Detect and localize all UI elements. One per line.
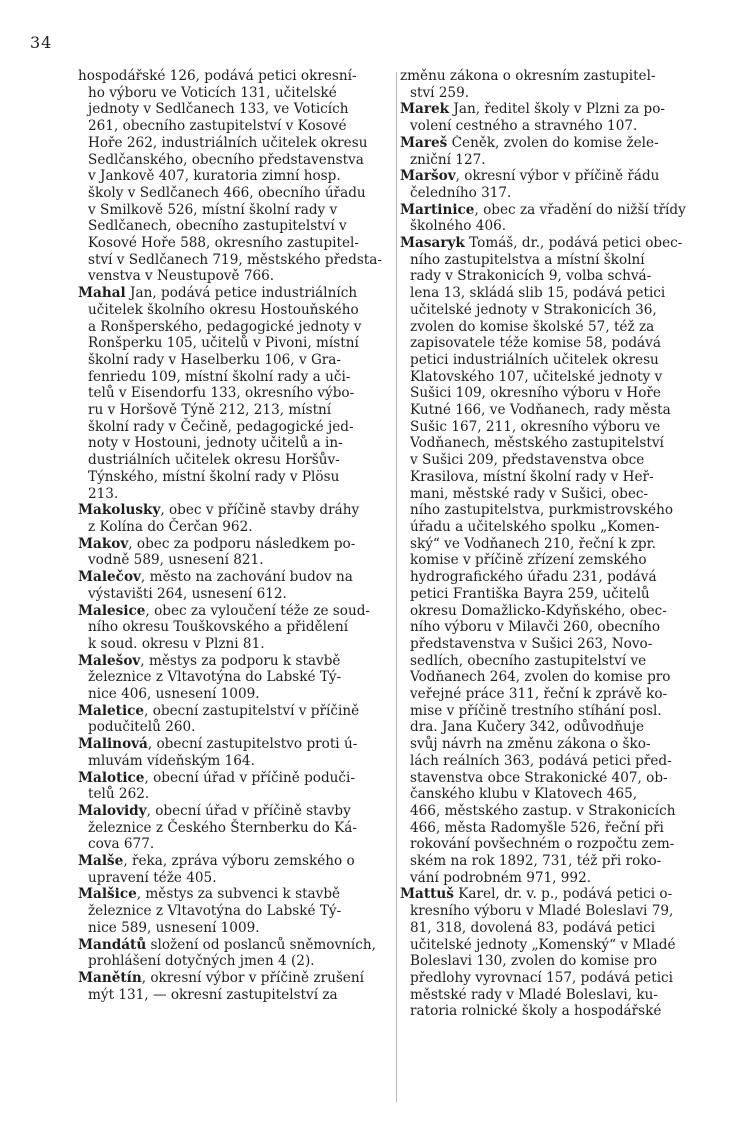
entry-text: Hoře 262, industriálních učitelek okresu xyxy=(88,134,368,151)
entry-text: nice 589, usnesení 1009. xyxy=(88,919,260,936)
entry-line xyxy=(410,786,722,803)
entry-line xyxy=(88,419,394,436)
entry-text: , město na zachování budov na xyxy=(140,569,353,586)
entry-text: , obec za vřadění do nižší třídy xyxy=(474,201,686,218)
entry-line xyxy=(78,602,394,620)
entry-text: čanského klubu v Klatovech 465, xyxy=(410,786,638,803)
entry-text: Krasilova, místní školní rady v Heř- xyxy=(410,468,654,485)
entry-headword: Malečov xyxy=(78,569,141,586)
entry-text: lena 13, skládá slib 15, podává petici xyxy=(410,285,666,302)
entry-line xyxy=(88,953,394,970)
index-entry xyxy=(78,285,394,502)
entry-text: , obecní úřad v příčině stavby xyxy=(146,802,351,819)
entry-line xyxy=(410,920,722,937)
index-entry xyxy=(78,970,394,1003)
entry-text: rady v Strakonicích 9, volba schvá- xyxy=(410,268,652,285)
entry-text: prohlášení dotyčných jmen 4 (2). xyxy=(88,953,315,970)
index-entry xyxy=(400,168,722,201)
entry-text: upravení téže 405. xyxy=(88,869,217,886)
entry-text: složení od poslanců sněmovních, xyxy=(146,936,376,953)
entry-text: ství 259. xyxy=(410,84,470,101)
entry-text: Sušic 167, 211, okresního výboru ve xyxy=(410,418,661,435)
entry-text: v Jankově 407, kuratoria zimní hosp. xyxy=(88,168,341,185)
entry-headword: Malesice xyxy=(78,602,146,619)
index-entry xyxy=(400,202,722,235)
entry-text: , obecní zastupitelství v příčině xyxy=(144,702,360,719)
entry-text: volení cestného a stravného 107. xyxy=(410,118,638,135)
entry-text: rokování povšechném o rozpočtu zem- xyxy=(410,836,675,853)
entry-text: Vodňanech, městského zastupitelství xyxy=(410,435,664,452)
entry-text: ském na rok 1892, 731, též při roko- xyxy=(410,853,662,870)
entry-text: Jan, podává petice industriálních xyxy=(125,285,358,302)
entry-text: Vodňanech 264, zvolen do komise pro xyxy=(410,669,671,686)
entry-text: v Sušici 209, představenstva obce xyxy=(410,452,645,469)
entry-text: veřejné práce 311, řeční k zprávě ko- xyxy=(410,686,668,703)
entry-headword: Mareš xyxy=(400,134,448,151)
entry-text: , obec za vyloučení téže ze soud- xyxy=(145,602,371,619)
entry-text: noty v Hostouni, jednoty učitelů a in- xyxy=(88,435,343,452)
entry-line xyxy=(78,652,394,670)
entry-text: 213. xyxy=(88,485,119,502)
entry-line xyxy=(410,319,722,336)
index-entry xyxy=(78,886,394,936)
entry-line xyxy=(410,603,722,620)
entry-line xyxy=(78,936,394,954)
entry-line xyxy=(78,802,394,820)
entry-line xyxy=(410,252,722,269)
entry-text: cova 677. xyxy=(88,836,155,853)
right-column xyxy=(400,68,722,1020)
entry-line xyxy=(410,369,722,386)
entry-line xyxy=(88,870,394,887)
entry-line xyxy=(88,218,394,235)
entry-line xyxy=(400,235,722,252)
entry-text: z Kolína do Čerčan 962. xyxy=(88,518,253,535)
entry-headword: Makolusky xyxy=(78,502,161,519)
entry-line xyxy=(88,152,394,169)
entry-line xyxy=(400,101,722,118)
entry-line xyxy=(88,302,394,319)
entry-text: mýt 131, — okresní zastupitelství za xyxy=(88,986,338,1003)
entry-line xyxy=(410,1003,722,1020)
entry-text: 466, města Radomyšle 526, řeční při xyxy=(410,819,664,836)
entry-line xyxy=(88,636,394,653)
entry-line xyxy=(410,619,722,636)
entry-text: stavenstva obce Strakonické 407, ob- xyxy=(410,769,668,786)
entry-text: mani, městské rady v Sušici, obec- xyxy=(410,485,649,502)
entry-line xyxy=(410,669,722,686)
entry-line xyxy=(88,85,394,102)
entry-text: Kutné 166, ve Vodňanech, rady města xyxy=(410,402,671,419)
index-entry xyxy=(400,68,722,101)
entry-text: jednoty v Sedlčanech 133, ve Voticích xyxy=(88,101,349,118)
entry-text: Týnského, místní školní rady v Plösu xyxy=(88,468,340,485)
entry-text: telů v Eisendorfu 133, okresního výbo- xyxy=(88,385,355,402)
entry-headword: Maletice xyxy=(78,702,145,719)
entry-headword: Mahal xyxy=(78,285,126,302)
entry-text: 466, městského zastup. v Strakonicích xyxy=(410,802,676,819)
entry-line xyxy=(88,335,394,352)
entry-line xyxy=(78,969,394,987)
entry-line xyxy=(88,235,394,252)
page-number: 34 xyxy=(30,33,53,52)
entry-line xyxy=(410,352,722,369)
entry-text: komise v příčině zřízení zemského xyxy=(410,552,647,569)
entry-line xyxy=(88,469,394,486)
entry-line xyxy=(88,753,394,770)
entry-text: školní rady v Čečině, pedagogické jed- xyxy=(88,418,354,435)
index-entry xyxy=(78,770,394,803)
entry-line xyxy=(410,218,722,235)
index-entry xyxy=(400,235,722,886)
entry-text: školného 406. xyxy=(410,218,507,235)
entry-text: podučitelů 260. xyxy=(88,719,196,736)
entry-text: hospodářské 126, podává petici okresní- xyxy=(78,68,357,84)
entry-line xyxy=(410,335,722,352)
entry-line xyxy=(88,836,394,853)
entry-line xyxy=(78,853,394,870)
entry-line xyxy=(88,903,394,920)
index-entry xyxy=(78,703,394,736)
entry-text: Sušici 109, okresního výboru v Hoře xyxy=(410,385,661,402)
entry-text: 81, 318, dovolená 83, podává petici xyxy=(410,919,656,936)
entry-headword: Malše xyxy=(78,853,124,870)
entry-line xyxy=(88,118,394,135)
entry-line xyxy=(410,569,722,586)
entry-headword: Mandátů xyxy=(78,936,147,953)
index-entry xyxy=(78,853,394,886)
entry-headword: Maršov xyxy=(400,168,456,185)
entry-line xyxy=(78,285,394,302)
index-entry xyxy=(400,101,722,134)
entry-line xyxy=(410,185,722,202)
index-entry xyxy=(78,736,394,769)
entry-line xyxy=(410,268,722,285)
entry-text: ho výboru ve Voticích 131, učitelské xyxy=(88,84,337,101)
entry-line xyxy=(400,68,722,85)
entry-text: petici Františka Bayra 259, učitelů xyxy=(410,585,650,602)
entry-line xyxy=(78,68,394,85)
entry-headword: Mattuš xyxy=(400,886,454,903)
entry-text: Klatovského 107, učitelské jednoty v xyxy=(410,368,663,385)
entry-headword: Manětín xyxy=(78,969,142,986)
entry-line xyxy=(88,319,394,336)
index-entry xyxy=(78,653,394,703)
entry-line xyxy=(78,886,394,903)
entry-line xyxy=(400,134,722,152)
entry-text: dra. Jana Kučery 342, odůvodňuje xyxy=(410,719,645,736)
entry-text: venstva v Neustupově 766. xyxy=(88,268,275,285)
index-entry xyxy=(78,68,394,285)
entry-line xyxy=(88,820,394,837)
entry-line xyxy=(410,552,722,569)
entry-text: , řeka, zpráva výboru zemského o xyxy=(123,853,355,870)
entry-text: předlohy vyrovnací 157, podává petici xyxy=(410,969,674,986)
entry-line xyxy=(410,586,722,603)
entry-line xyxy=(88,168,394,185)
entry-text: mluvám vídeňským 164. xyxy=(88,752,255,769)
entry-headword: Masaryk xyxy=(400,235,465,252)
entry-line xyxy=(410,85,722,102)
entry-text: okresu Domažlicko-Kdyňského, obec- xyxy=(410,602,667,619)
entry-text: , okresní výbor v příčině řádu xyxy=(455,168,660,185)
entry-text: Jan, ředitel školy v Plzni za po- xyxy=(449,101,666,118)
entry-line xyxy=(78,569,394,586)
entry-line xyxy=(410,419,722,436)
entry-line xyxy=(410,937,722,954)
entry-text: hydrografického úřadu 231, podává xyxy=(410,569,657,586)
entry-text: kresního výboru v Mladé Boleslavi 79, xyxy=(410,903,674,920)
entry-line xyxy=(88,402,394,419)
entry-text: , obecní zastupitelstvo proti ú- xyxy=(147,736,358,753)
entry-line xyxy=(88,185,394,202)
entry-line xyxy=(410,953,722,970)
entry-headword: Malinová xyxy=(78,736,148,753)
entry-text: učitelské jednoty v Strakonicích 36, xyxy=(410,301,657,318)
entry-text: lách reálních 363, podává petici před- xyxy=(410,752,672,769)
index-entry xyxy=(78,803,394,853)
left-column xyxy=(78,68,394,1003)
entry-text: v Smilkově 526, místní školní rady v xyxy=(88,201,338,218)
entry-line xyxy=(410,903,722,920)
index-entry xyxy=(78,603,394,653)
entry-text: ního okresu Touškovského a přidělení xyxy=(88,619,349,636)
entry-line xyxy=(88,586,394,603)
entry-text: , obec v příčině stavby dráhy xyxy=(160,502,360,519)
entry-line xyxy=(410,703,722,720)
entry-line xyxy=(410,736,722,753)
entry-line xyxy=(88,786,394,803)
entry-text: Boleslavi 130, zvolen do komise pro xyxy=(410,953,658,970)
entry-line xyxy=(78,702,394,720)
index-entry xyxy=(78,502,394,535)
entry-text: svůj návrh na změnu zákona o ško- xyxy=(410,736,651,753)
entry-text: 261, obecního zastupitelství v Kosové xyxy=(88,118,347,135)
entry-line xyxy=(410,970,722,987)
entry-text: ratoria rolnické školy a hospodářské xyxy=(410,1003,662,1020)
entry-headword: Marek xyxy=(400,101,450,118)
entry-line xyxy=(88,519,394,536)
entry-text: Sedlčanech, obecního zastupitelství v xyxy=(88,218,347,235)
entry-headword: Malovidy xyxy=(78,802,147,819)
entry-text: městské rady v Mladé Boleslavi, ku- xyxy=(410,986,658,1003)
entry-text: učitelek školního okresu Hostouňského xyxy=(88,301,359,318)
entry-line xyxy=(88,552,394,569)
entry-text: ský“ ve Vodňanech 210, řeční k zpr. xyxy=(410,535,656,552)
entry-line xyxy=(78,502,394,519)
entry-text: ního výboru v Milavči 260, obecního xyxy=(410,619,661,636)
entry-line xyxy=(410,770,722,787)
entry-line xyxy=(410,435,722,452)
entry-line xyxy=(410,636,722,653)
entry-text: Ronšperku 105, učitelů v Pivoni, místní xyxy=(88,335,359,352)
entry-line xyxy=(410,285,722,302)
entry-line xyxy=(410,987,722,1004)
entry-text: železnice z Vltavotýna do Labské Tý- xyxy=(88,669,342,686)
entry-headword: Makov xyxy=(78,535,129,552)
entry-line xyxy=(88,686,394,703)
entry-text: zvolen do komise školské 57, též za xyxy=(410,318,655,335)
entry-text: k soud. okresu v Plzni 81. xyxy=(88,635,265,652)
entry-line xyxy=(410,803,722,820)
entry-text: školní rady v Haselberku 106, v Gra- xyxy=(88,351,342,368)
entry-line xyxy=(410,753,722,770)
entry-line xyxy=(400,168,722,185)
entry-line xyxy=(88,987,394,1004)
entry-text: učitelské jednoty „Komenský“ v Mladé xyxy=(410,936,676,953)
entry-line xyxy=(78,736,394,753)
entry-line xyxy=(78,535,394,553)
entry-text: železnice z Českého Šternberku do Ká- xyxy=(88,819,357,836)
entry-line xyxy=(410,502,722,519)
entry-text: , městys za podporu k stavbě xyxy=(140,652,341,669)
entry-line xyxy=(410,452,722,469)
entry-text: ství v Sedlčanech 719, městského předsta- xyxy=(88,251,382,268)
index-entry xyxy=(400,135,722,168)
entry-text: změnu zákona o okresním zastupitel- xyxy=(400,68,656,84)
entry-headword: Malotice xyxy=(78,769,145,786)
entry-text: Tomáš, dr., podává petici obec- xyxy=(464,235,683,252)
entry-line xyxy=(410,486,722,503)
entry-text: Sedlčanského, obecního představenstva xyxy=(88,151,364,168)
entry-line xyxy=(88,719,394,736)
entry-text: , obec za podporu následkem po- xyxy=(128,535,356,552)
entry-line xyxy=(410,836,722,853)
entry-line xyxy=(410,302,722,319)
entry-text: představenstva v Sušici 263, Novo- xyxy=(410,635,653,652)
entry-line xyxy=(410,719,722,736)
entry-text: vodně 589, usnesení 821. xyxy=(88,552,264,569)
index-entry xyxy=(78,569,394,602)
entry-line xyxy=(410,152,722,169)
entry-headword: Malešov xyxy=(78,652,141,669)
entry-line xyxy=(410,118,722,135)
index-entry xyxy=(400,886,722,1020)
entry-text: zniční 127. xyxy=(410,151,486,168)
entry-line xyxy=(410,686,722,703)
entry-text: mise v příčině trestního stíhání posl. xyxy=(410,702,662,719)
entry-text: petici industriálních učitelek okresu xyxy=(410,351,659,368)
index-entry xyxy=(78,536,394,569)
entry-text: , obecní úřad v příčině poduči- xyxy=(144,769,355,786)
entry-text: telů 262. xyxy=(88,786,150,803)
entry-text: , okresní výbor v příčině zrušení xyxy=(141,969,364,986)
entry-line xyxy=(88,435,394,452)
entry-text: ního zastupitelstva, purkmistrovského xyxy=(410,502,674,519)
entry-text: sedlích, obecního zastupitelství ve xyxy=(410,652,647,669)
entry-text: železnice z Vltavotýna do Labské Tý- xyxy=(88,903,342,920)
entry-line xyxy=(410,653,722,670)
entry-text: fenriedu 109, místní školní rady a uči- xyxy=(88,368,351,385)
entry-line xyxy=(88,452,394,469)
entry-line xyxy=(400,201,722,219)
entry-line xyxy=(400,886,722,903)
column-divider xyxy=(396,72,397,1102)
entry-headword: Malšice xyxy=(78,886,137,903)
entry-line xyxy=(88,486,394,503)
entry-line xyxy=(88,369,394,386)
entry-line xyxy=(410,820,722,837)
entry-line xyxy=(78,769,394,787)
index-entry xyxy=(78,937,394,970)
entry-line xyxy=(88,135,394,152)
entry-text: a Ronšperského, pedagogické jednoty v xyxy=(88,318,362,335)
entry-text: školy v Sedlčanech 466, obecního úřadu xyxy=(88,184,366,201)
entry-line xyxy=(410,385,722,402)
entry-text: Čeněk, zvolen do komise žele- xyxy=(447,134,659,151)
entry-text: dustriálních učitelek okresu Horšův- xyxy=(88,452,340,469)
entry-line xyxy=(88,920,394,937)
entry-text: ního zastupitelstva a místní školní xyxy=(410,251,645,268)
entry-headword: Martinice xyxy=(400,201,475,218)
entry-text: nice 406, usnesení 1009. xyxy=(88,686,260,703)
entry-text: ru v Horšově Týně 212, 213, místní xyxy=(88,402,332,419)
entry-text: Kosové Hoře 588, okresního zastupitel- xyxy=(88,235,359,252)
entry-line xyxy=(410,469,722,486)
entry-text: čeledního 317. xyxy=(410,184,512,201)
entry-text: vání podrobném 971, 992. xyxy=(410,869,592,886)
entry-line xyxy=(410,853,722,870)
entry-text: zapisovatele téže komise 58, podává xyxy=(410,335,661,352)
entry-line xyxy=(410,870,722,887)
entry-text: úřadu a učitelského spolku „Komen- xyxy=(410,518,660,535)
entry-line xyxy=(88,669,394,686)
entry-text: Karel, dr. v. p., podává petici o- xyxy=(453,886,673,903)
entry-line xyxy=(88,268,394,285)
entry-text: , městys za subvenci k stavbě xyxy=(136,886,341,903)
entry-line xyxy=(88,352,394,369)
entry-line xyxy=(88,385,394,402)
entry-line xyxy=(88,101,394,118)
entry-line xyxy=(88,252,394,269)
entry-line xyxy=(88,202,394,219)
entry-line xyxy=(410,519,722,536)
entry-text: výstavišti 264, usnesení 612. xyxy=(88,585,287,602)
entry-line xyxy=(88,619,394,636)
entry-line xyxy=(410,536,722,553)
entry-line xyxy=(410,402,722,419)
